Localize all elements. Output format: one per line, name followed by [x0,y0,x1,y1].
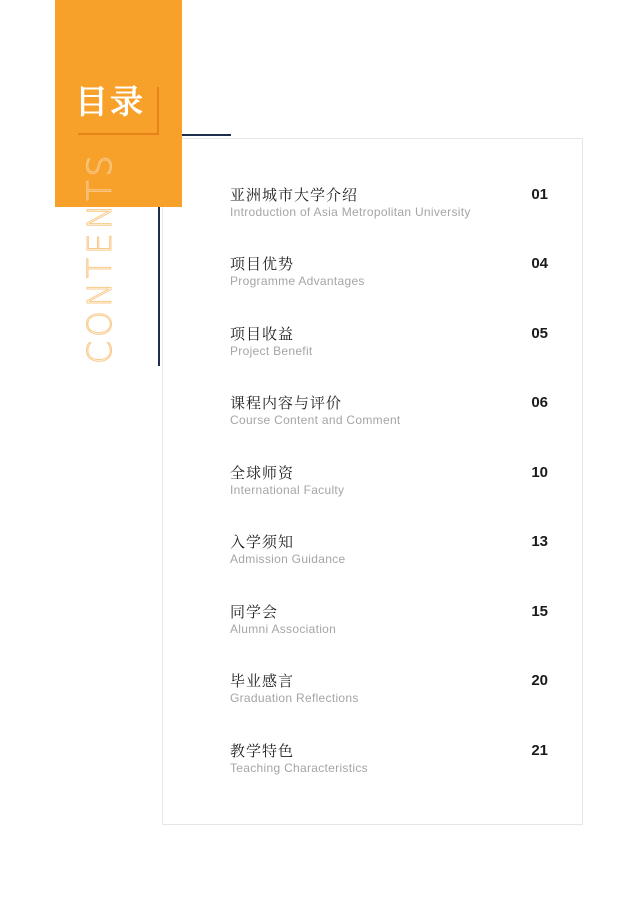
toc-item-page-number: 21 [531,742,548,759]
toc-item-programme-advantages[interactable] [230,255,550,299]
toc-item-title-en: Introduction of Asia Metropolitan University [230,205,471,219]
toc-item-teaching-characteristics[interactable] [230,742,550,786]
toc-item-title-cn: 项目优势 [230,255,295,273]
toc-item-title-cn: 同学会 [230,603,279,621]
toc-item-title-en: Project Benefit [230,344,313,358]
contents-vertical-title: CONTENTS [80,151,119,364]
toc-item-page-number: 01 [531,186,548,203]
toc-item-admission-guidance[interactable] [230,533,550,577]
toc-item-title-en: International Faculty [230,483,345,497]
toc-item-title-cn: 教学特色 [230,742,295,760]
navy-vertical-rule [158,207,160,366]
toc-item-title-en: Graduation Reflections [230,691,359,705]
toc-item-title-cn: 入学须知 [230,533,295,551]
toc-item-title-en: Teaching Characteristics [230,761,368,775]
toc-item-international-faculty[interactable] [230,464,550,508]
toc-item-title-cn: 项目收益 [230,325,295,343]
toc-item-introduction[interactable] [230,186,550,230]
toc-item-title-cn: 课程内容与评价 [230,394,343,412]
toc-item-title-cn: 全球师资 [230,464,295,482]
toc-item-page-number: 15 [531,603,548,620]
toc-item-project-benefit[interactable] [230,325,550,369]
toc-item-course-content[interactable] [230,394,550,438]
toc-item-title-en: Alumni Association [230,622,337,636]
toc-item-page-number: 10 [531,464,548,481]
orange-horizontal-rule [78,133,159,135]
toc-item-alumni-association[interactable] [230,603,550,647]
toc-item-page-number: 05 [531,325,548,342]
toc-item-title-en: Course Content and Comment [230,413,401,427]
toc-item-page-number: 04 [531,255,548,272]
toc-item-page-number: 06 [531,394,548,411]
page-title: 目录 [75,82,145,121]
toc-item-title-en: Admission Guidance [230,552,346,566]
toc-item-page-number: 13 [531,533,548,550]
toc-item-page-number: 20 [531,672,548,689]
orange-vertical-rule [157,87,159,134]
toc-item-graduation-reflections[interactable] [230,672,550,716]
toc-item-title-en: Programme Advantages [230,274,365,288]
toc-item-title-cn: 亚洲城市大学介绍 [230,186,359,204]
toc-item-title-cn: 毕业感言 [230,672,295,690]
navy-horizontal-rule [182,134,231,136]
